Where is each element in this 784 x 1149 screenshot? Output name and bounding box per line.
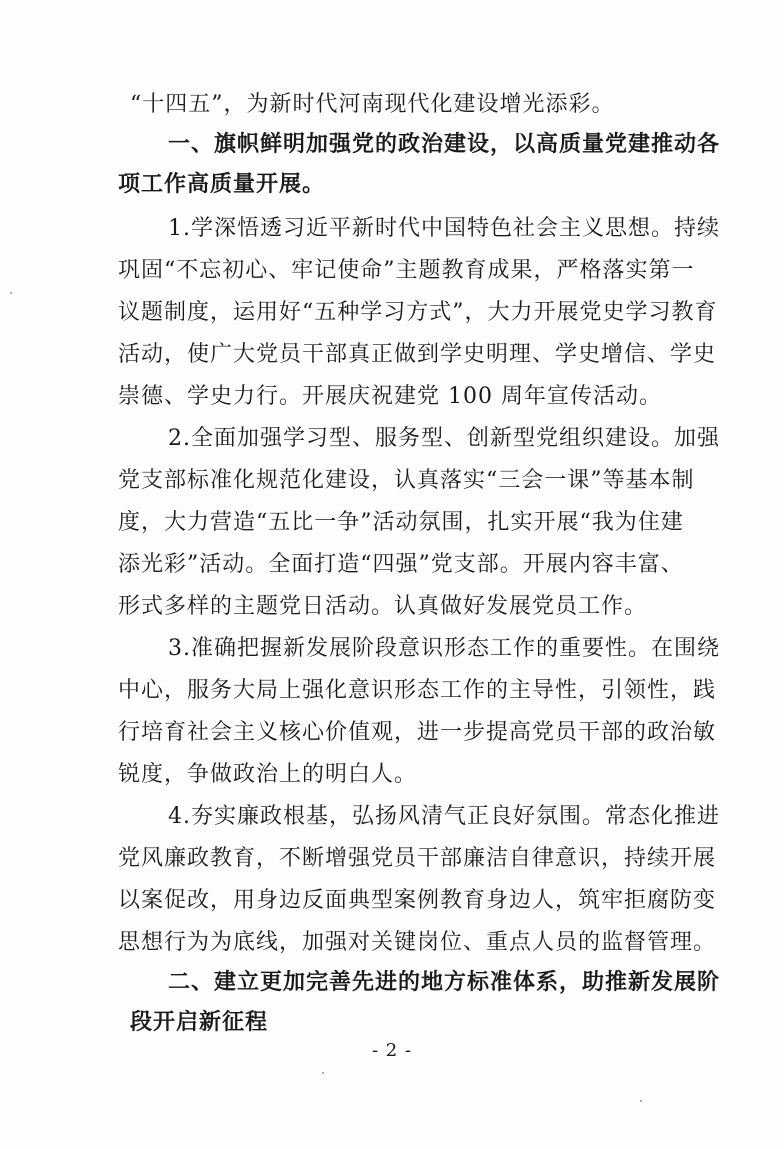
section-heading-2: 二、建立更加完善先进的地方标准体系，助推新发展阶 — [168, 970, 721, 995]
scan-speck — [640, 1100, 642, 1102]
paragraph-line: 添光彩”活动。全面打造“四强”党支部。开展内容丰富、 — [118, 552, 684, 577]
paragraph-line: 活动，使广大党员干部真正做到学史明理、学史增信、学史 — [118, 342, 717, 367]
paragraph-line: 党支部标准化规范化建设，认真落实“三会一课”等基本制 — [118, 468, 695, 493]
paragraph-line: 4.夯实廉政根基，弘扬风清气正良好氛围。常态化推进 — [168, 804, 720, 829]
paragraph-line: 2.全面加强学习型、服务型、创新型党组织建设。加强 — [168, 426, 720, 451]
scan-speck — [322, 1072, 324, 1074]
paragraph-line: 度，大力营造“五比一争”活动氛围，扎实开展“我为住建 — [118, 510, 684, 535]
paragraph-line: 1.学深悟透习近平新时代中国特色社会主义思想。持续 — [168, 216, 720, 241]
paragraph-line: 巩固“不忘初心、牢记使命”主题教育成果，严格落实第一 — [118, 258, 695, 283]
section-heading-1: 一、旗帜鲜明加强党的政治建设，以高质量党建推动各 — [168, 132, 721, 157]
paragraph-line: 行培育社会主义核心价值观，进一步提高党员干部的政治敏 — [118, 720, 717, 745]
paragraph-line: 锐度，争做政治上的明白人。 — [118, 762, 418, 787]
section-heading-1-cont: 项工作高质量开展。 — [118, 172, 326, 197]
paragraph-line: 以案促改，用身边反面典型案例教育身边人，筑牢拒腐防变 — [118, 888, 717, 913]
paragraph-line: 议题制度，运用好“五种学习方式”，大力开展党史学习教育 — [118, 300, 718, 325]
section-heading-2-cont: 段开启新征程 — [130, 1010, 269, 1035]
scan-speck — [10, 292, 12, 294]
paragraph-line: 崇德、学史力行。开展庆祝建党 100 周年宣传活动。 — [118, 384, 662, 409]
paragraph-line: 形式多样的主题党日活动。认真做好发展党员工作。 — [118, 594, 648, 619]
paragraph-line: “十四五”，为新时代河南现代化建设增光添彩。 — [130, 92, 615, 117]
paragraph-line: 思想行为为底线，加强对关键岗位、重点人员的监督管理。 — [118, 930, 717, 955]
page-number: - 2 - — [371, 1040, 413, 1061]
paragraph-line: 3.准确把握新发展阶段意识形态工作的重要性。在围绕 — [168, 636, 720, 661]
paragraph-line: 党风廉政教育，不断增强党员干部廉洁自律意识，持续开展 — [118, 846, 717, 871]
paragraph-line: 中心，服务大局上强化意识形态工作的主导性，引领性，践 — [118, 678, 717, 703]
